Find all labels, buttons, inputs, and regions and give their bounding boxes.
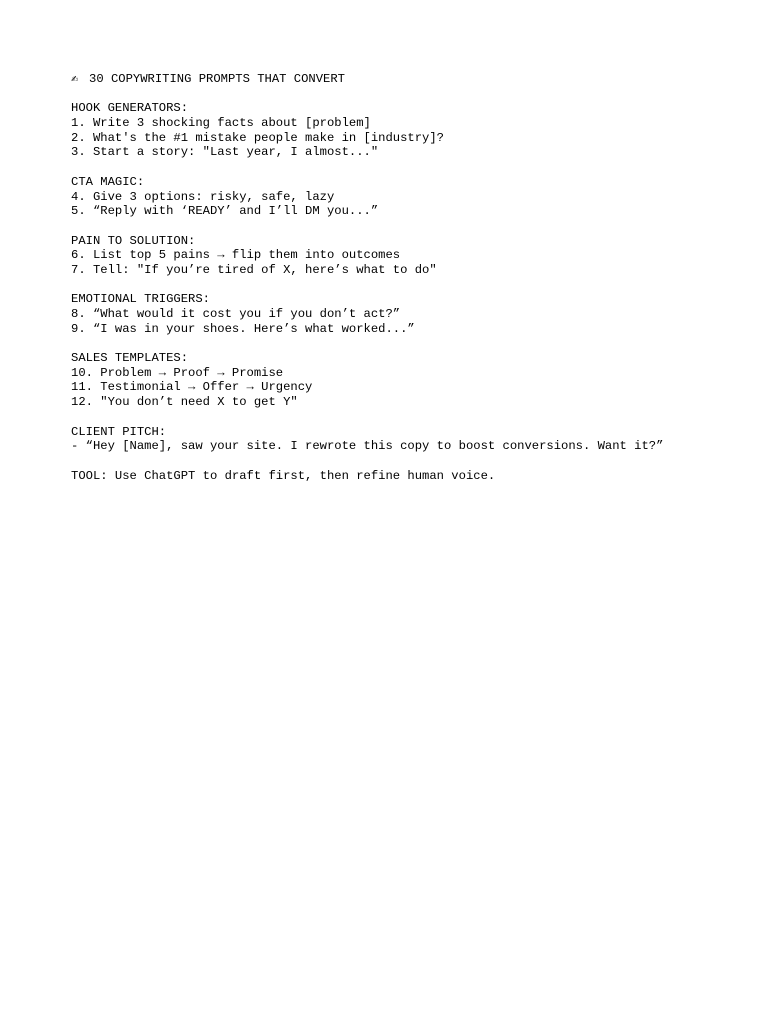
list-item: 6. List top 5 pains → flip them into outcomes xyxy=(71,248,401,263)
section-heading: CLIENT PITCH: xyxy=(71,424,167,439)
section-cta-magic xyxy=(71,175,748,219)
spacer xyxy=(71,410,748,425)
list-item: 2. What's the #1 mistake people make in [industry]? xyxy=(71,130,444,145)
list-item: 5. “Reply with ‘READY’ and I’ll DM you...” xyxy=(71,204,379,219)
section-hook-generators xyxy=(71,101,748,160)
section-heading: HOOK GENERATORS: xyxy=(71,101,189,116)
document-title-text: 30 COPYWRITING PROMPTS THAT CONVERT xyxy=(89,72,345,86)
section-client-pitch xyxy=(71,425,748,454)
section-sales-templates xyxy=(71,351,748,410)
document-page xyxy=(71,72,748,483)
list-item: 7. Tell: "If you’re tired of X, here’s what to do" xyxy=(71,262,437,277)
list-item: 3. Start a story: "Last year, I almost..." xyxy=(71,145,379,160)
list-item: 11. Testimonial → Offer → Urgency xyxy=(71,380,313,395)
spacer xyxy=(71,219,748,234)
spacer xyxy=(71,160,748,175)
tool-note: TOOL: Use ChatGPT to draft first, then refine human voice. xyxy=(71,468,496,483)
list-item: - “Hey [Name], saw your site. I rewrote this copy to boost conversions. Want it?” xyxy=(71,439,664,454)
section-pain-to-solution xyxy=(71,234,748,278)
section-heading: EMOTIONAL TRIGGERS: xyxy=(71,292,210,307)
section-heading: CTA MAGIC: xyxy=(71,174,145,189)
list-item: 1. Write 3 shocking facts about [problem] xyxy=(71,116,371,131)
writing-hand-icon: ✍ xyxy=(71,72,79,86)
document-title xyxy=(71,72,748,87)
list-item: 9. “I was in your shoes. Here’s what worked...” xyxy=(71,321,415,336)
section-emotional-triggers xyxy=(71,292,748,336)
list-item: 10. Problem → Proof → Promise xyxy=(71,365,284,380)
list-item: 8. “What would it cost you if you don’t act?” xyxy=(71,307,401,321)
list-item: 12. "You don’t need X to get Y" xyxy=(71,395,298,410)
spacer xyxy=(71,336,748,351)
section-heading: PAIN TO SOLUTION: xyxy=(71,233,196,248)
spacer xyxy=(71,278,748,293)
spacer xyxy=(71,454,748,469)
spacer xyxy=(71,87,748,102)
list-item: 4. Give 3 options: risky, safe, lazy xyxy=(71,189,335,204)
section-heading: SALES TEMPLATES: xyxy=(71,351,189,366)
